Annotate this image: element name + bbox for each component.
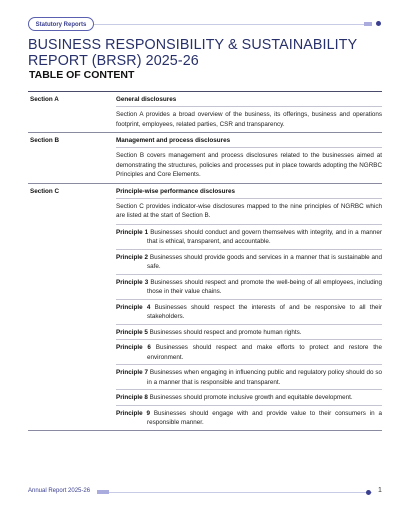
principle-item xyxy=(116,299,382,324)
principle-label: Principle 9 xyxy=(116,409,150,417)
section-label: Section B xyxy=(30,137,60,144)
section-label: Section C xyxy=(30,187,60,195)
principle-item xyxy=(116,324,382,340)
principle-label: Principle 6 xyxy=(116,344,151,351)
header-divider xyxy=(94,24,372,25)
principle-label: Principle 3 xyxy=(116,278,149,286)
principle-text: Businesses should provide goods and services in a manner that is sustainable and safe. xyxy=(147,253,382,270)
page-subtitle: TABLE OF CONTENT xyxy=(29,69,135,81)
header-accent-dot xyxy=(376,21,381,26)
section-label: Section A xyxy=(30,96,59,103)
footer-accent-bar xyxy=(97,490,109,494)
principle-item xyxy=(116,249,382,274)
footer-accent-dot xyxy=(366,490,371,495)
principle-item xyxy=(116,224,382,249)
principle-item xyxy=(116,389,382,405)
principle-text: Businesses should respect and promote human rights. xyxy=(149,328,302,336)
page-number: 1 xyxy=(378,487,382,494)
principle-item xyxy=(116,364,382,389)
footer-report-name: Annual Report 2025-26 xyxy=(28,488,91,494)
principle-item xyxy=(116,339,382,364)
section-description: Section C provides indicator-wise disclosures mapped to the nine principles of NGRBC which are listed at the start of Section B. xyxy=(116,202,382,219)
section-description: Section A provides a broad overview of the business, its offerings, business and operations footprint, employees, related parties, CSR and transparency. xyxy=(116,111,382,128)
principle-text: Businesses should engage with and provide value to their consumers in a responsible manner. xyxy=(147,409,383,426)
principle-text: Businesses should promote inclusive growth and equitable development. xyxy=(149,394,353,401)
principle-text: Businesses when engaging in influencing public and regulatory policy should do so in a manner that is responsible and transparent. xyxy=(147,369,382,386)
principle-label: Principle 8 xyxy=(116,394,148,401)
principle-item xyxy=(116,405,382,430)
page-title: BUSINESS RESPONSIBILITY & SUSTAINABILITY REPORT (BRSR) 2025-26 xyxy=(28,37,357,69)
principle-label: Principle 5 xyxy=(116,328,148,336)
principle-label: Principle 4 xyxy=(116,303,151,311)
principle-label: Principle 7 xyxy=(116,369,148,376)
section-tag: Statutory Reports xyxy=(28,17,94,31)
toc-section-a xyxy=(28,92,382,133)
footer-divider xyxy=(109,492,372,493)
principle-label: Principle 2 xyxy=(116,253,148,261)
header-accent-bar xyxy=(364,22,372,26)
section-description: Section B covers management and process disclosures related to the businesses aimed at demonstrating the structures, policies and processes put in place towards adopting the NGRBC Principles and Core Elements. xyxy=(116,152,382,178)
toc-section-c xyxy=(28,184,382,431)
principle-text: Businesses should respect and promote the well-being of all employees, including those in their value chains. xyxy=(147,278,382,295)
principle-text: Businesses should respect and make efforts to protect and restore the environment. xyxy=(147,344,382,361)
section-heading: Management and process disclosures xyxy=(116,133,382,148)
principle-text: Businesses should respect the interests of and be responsive to all their stakeholders. xyxy=(147,303,383,320)
section-heading: General disclosures xyxy=(116,92,382,107)
principle-text: Businesses should conduct and govern themselves with integrity, and in a manner that is ethical, transparent, and accountable. xyxy=(147,228,383,245)
table-of-contents xyxy=(28,91,382,431)
principle-label: Principle 1 xyxy=(116,228,149,236)
section-heading: Principle-wise performance disclosures xyxy=(116,184,382,199)
principle-item xyxy=(116,274,382,299)
toc-section-b xyxy=(28,133,382,184)
